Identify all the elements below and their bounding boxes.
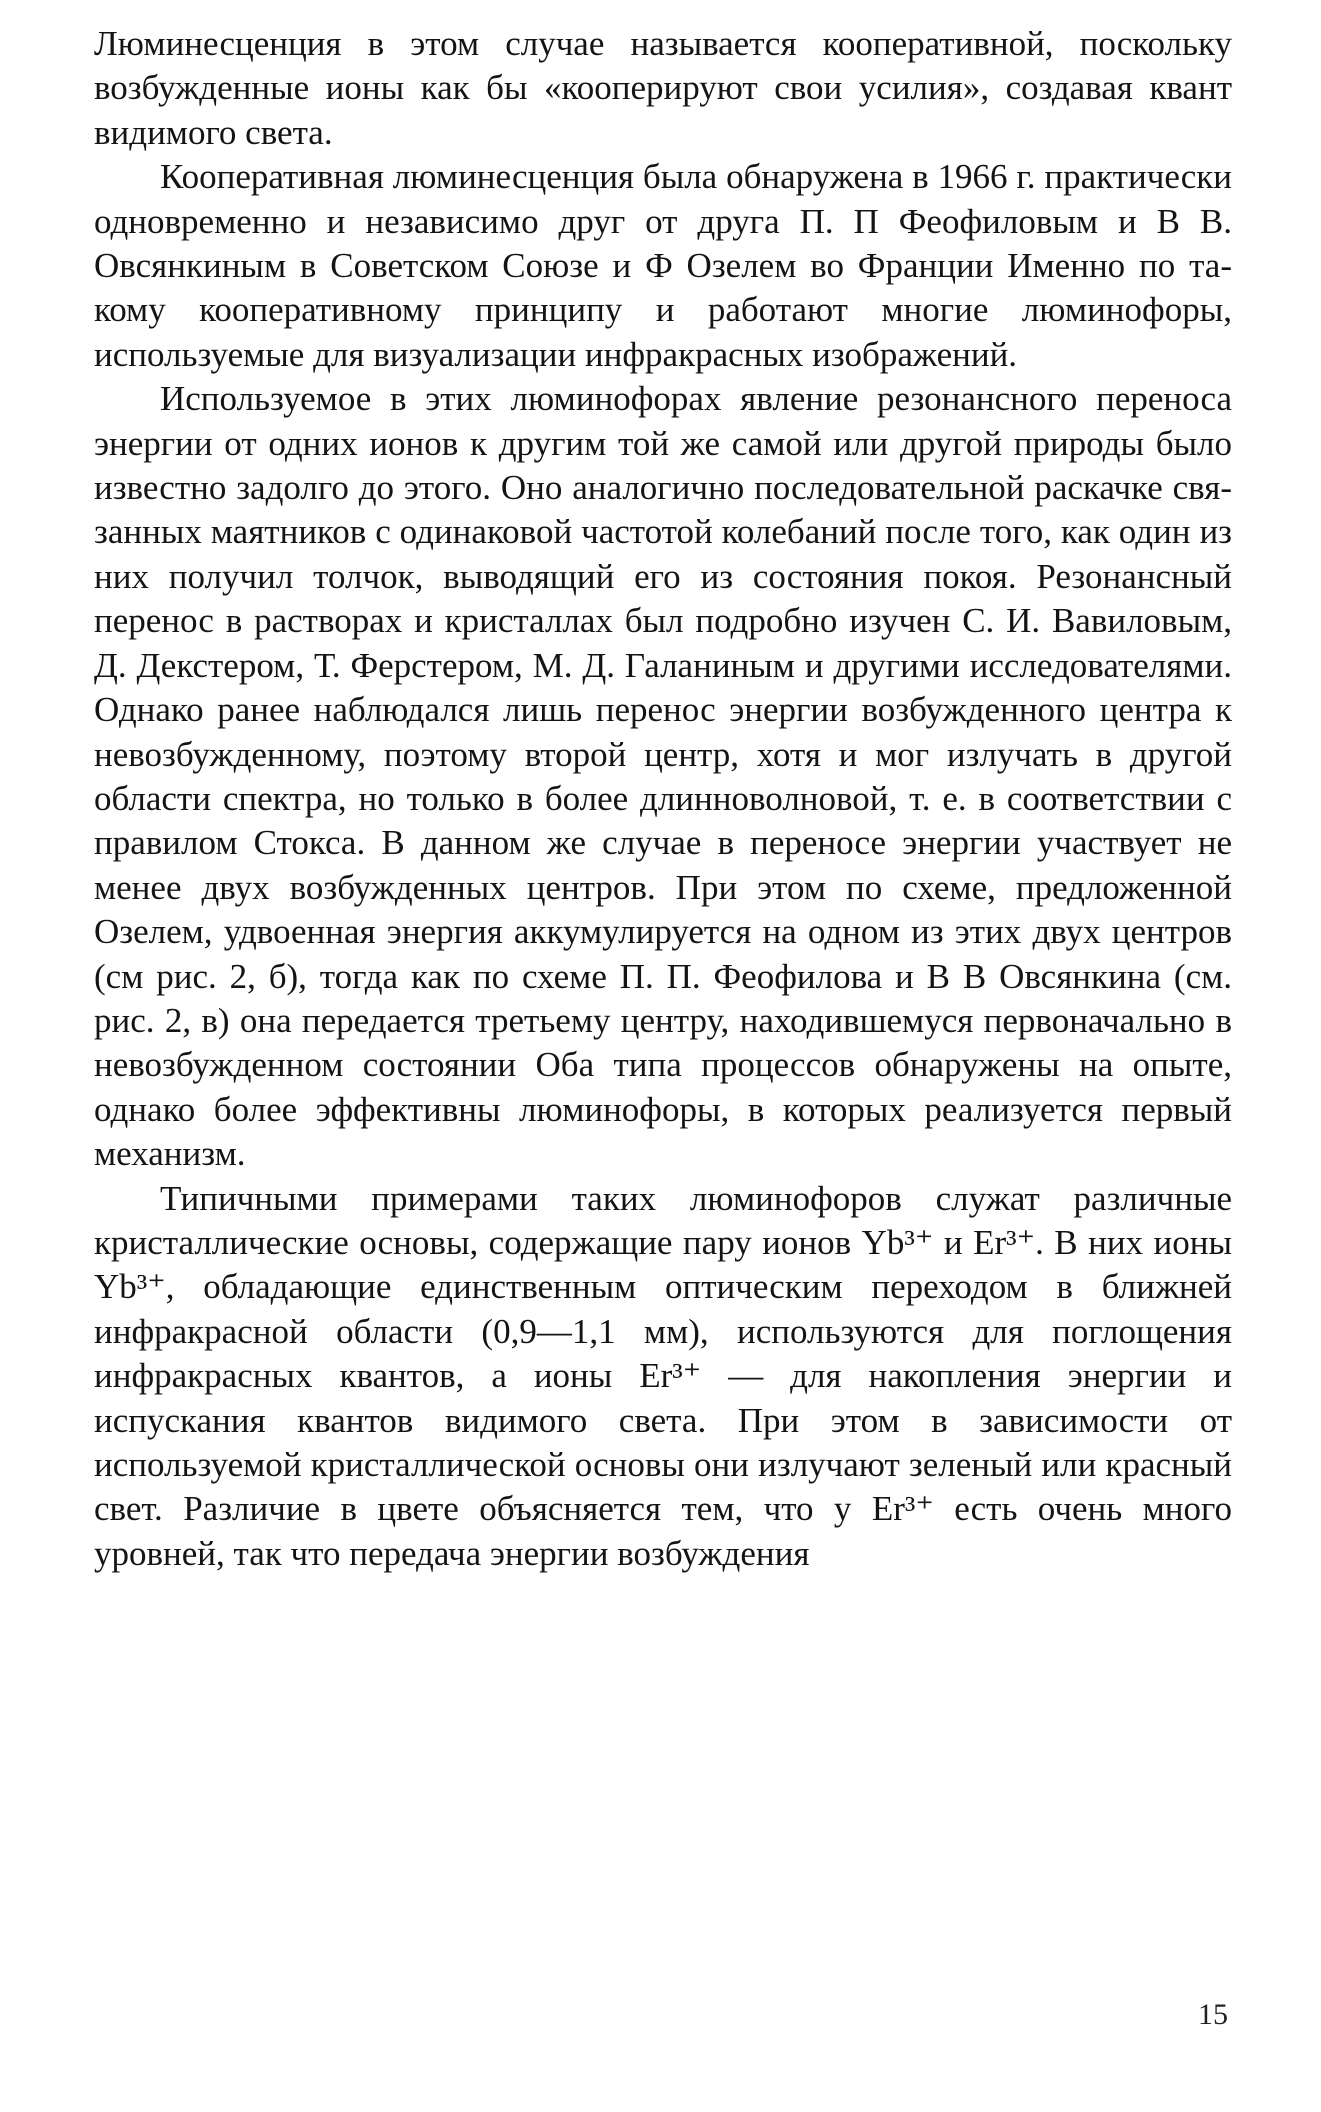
paragraph-2: Кооперативная люминесценция была обнаружена в 1966 г. практически одновременно и независимо друг от друга П. П Феофиловым и В В. Овсянкиным в Советском Союзе и Ф Озелем во Франции Именно по такому кооперативному принципу и работают многие люминофоры, используемые для визуализации инфракрасных изображений. [94,157,1232,374]
page-number: 15 [1198,1998,1228,2031]
paragraph-4: Типичными примерами таких люминофоров служат различные кристаллические основы, содержащие пару ионов Yb³⁺ и Er³⁺. В них ионы Yb³⁺, обладающие единственным оптическим переходом в ближней инфракрасной области (0,9—1,1 мм), используются для поглощения инфракрасных квантов, а ионы Er³⁺ — для накопления энергии и испускания квантов видимого света. При этом в зависимости от используемой кристаллической основы они излучают зеленый или красный свет. Различие в цвете объясняется тем, что у Er³⁺ есть очень много уровней, так что передача энергии возбуждения [94,1178,1232,1573]
paragraph-1: Люминесценция в этом случае называется кооперативной, поскольку возбужденные ионы как бы «кооперируют свои усилия», создавая квант видимого света. [94,24,1232,152]
paragraph-3: Используемое в этих люминофорах явление резонансного переноса энергии от одних ионов к другим той же самой или другой природы было известно задолго до этого. Оно аналогично последовательной раскачке связанных маятников с одинаковой частотой колебаний после того, как один из них получил толчок, выводящий его из состояния покоя. Резонансный перенос в растворах и кристаллах был подробно изучен С. И. Вавиловым, Д. Декстером, Т. Ферстером, М. Д. Галаниным и другими исследователями. Однако ранее наблюдался лишь перенос энергии возбужденного центра к невозбужденному, поэтому второй центр, хотя и мог излучать в другой области спектра, но только в более длинноволновой, т. е. в соответствии с правилом Стокса. В данном же случае в переносе энергии участвует не менее двух возбужденных центров. При этом по схеме, предложенной Озелем, удвоенная энергия аккумулируется на одном из этих двух центров (см рис. 2, б), тогда как по схеме П. П. Феофилова и В В Овсянкина (см. рис. 2, в) она передается третьему центру, находившемуся первоначально в невозбужденном состоянии Оба типа процессов обнаружены на опыте, однако более эффективны люминофоры, в которых реализуется первый механизм. [94,379,1232,1174]
page-text [94,22,1232,1576]
